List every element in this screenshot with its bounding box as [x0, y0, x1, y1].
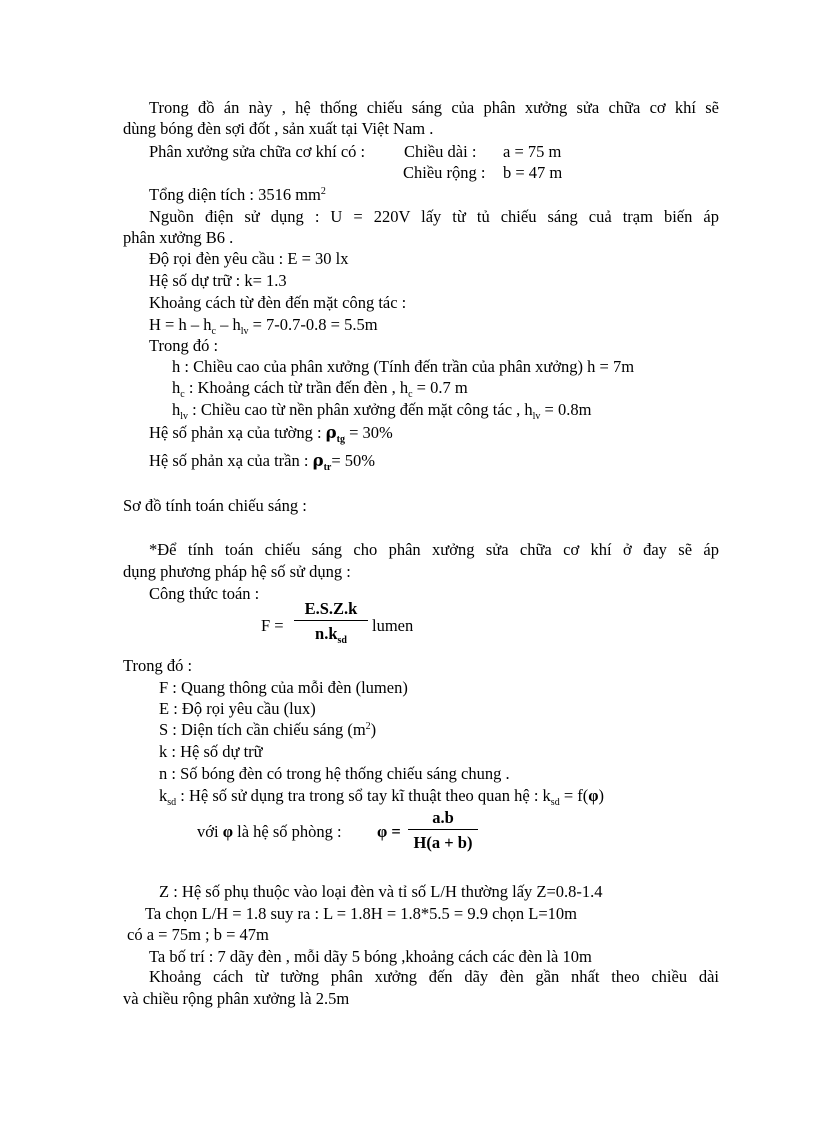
ceiling-reflectance: Hệ số phản xạ của trần : $\rho_{tr}= 50\%$ [149, 451, 376, 473]
room-index-fraction [408, 809, 478, 852]
formula-label: Công thức toán : [149, 584, 260, 603]
wall-gap-line2: và chiều rộng phân xưởng là 2.5m [123, 989, 350, 1008]
where-label-1: Trong đó : [149, 336, 219, 355]
length-label: Chiều dài : [404, 142, 477, 161]
lamp-arrangement: Ta bố trí : 7 dãy đèn , mỗi dãy 5 bóng ,khoảng cách các đèn là 10m [149, 947, 592, 966]
h-definition: h : Chiều cao của phân xưởng (Tính đến trần của phân xưởng) h = 7m [172, 357, 635, 376]
hc-definition: $h_c$ : Khoảng cách từ trần đến đèn , $h_c = 0.7$ m [172, 378, 468, 400]
room-index-line: với φ là hệ số phòng : [197, 822, 342, 841]
def-E: E : Độ rọi yêu cầu (lux) [159, 699, 316, 718]
lumen-formula-fraction [294, 599, 368, 646]
required-illuminance: Độ rọi đèn yêu cầu : E = 30 lx [149, 249, 349, 268]
room-index-denominator: H(a + b) [413, 833, 473, 852]
distance-heading: Khoảng cách từ đèn đến mặt công tác : [149, 293, 407, 312]
def-F: F : Quang thông của mỗi đèn (lumen) [159, 678, 408, 697]
def-k: k : Hệ số dự trữ [159, 742, 263, 761]
power-source-line2: phân xưởng B6 . [123, 228, 234, 247]
def-ksd: $k_{sd}$ : Hệ số sử dụng tra trong sổ tay kĩ thuật theo quan hệ : $k_{sd} = f(\varphi)$ [159, 786, 605, 808]
where-label-2: Trong đó : [123, 656, 193, 675]
calculation-scheme-title: Sơ đồ tính toán chiếu sáng : [123, 496, 307, 515]
width-value: b = 47 m [503, 163, 563, 182]
paragraph-intro-line2: dùng bóng đèn sợi đốt , sản xuất tại Việt Nam . [123, 119, 434, 138]
formula-denominator: $n.k_{sd}$ [315, 624, 347, 646]
power-source-line1: Nguồn điện sử dụng : U = 220V lấy từ tủ chiếu sáng cuả trạm biến áp [149, 207, 719, 226]
formula-unit: lumen [372, 616, 414, 635]
total-area: Tổng diện tích : 3516 $mm^2$ [149, 185, 326, 204]
method-line1: *Để tính toán chiếu sáng cho phân xưởng sửa chữa cơ khí ở đay sẽ áp [149, 540, 719, 559]
length-value: a = 75 m [503, 142, 562, 161]
def-n: n : Số bóng đèn có trong hệ thống chiếu sáng chung . [159, 764, 510, 783]
room-index-lhs: φ = [377, 822, 401, 841]
hlv-definition: $h_{lv}$ : Chiều cao từ nền phân xưởng đến mặt công tác , $h_{lv} = 0.8m$ [172, 400, 592, 422]
dimensions-ab: có a = 75m ; b = 47m [127, 925, 269, 944]
paragraph-intro-line1: Trong đồ án này , hệ thống chiếu sáng của phân xưởng sửa chữa cơ khí sẽ [149, 98, 719, 117]
wall-reflectance: Hệ số phản xạ của tường : $\rho_{tg} = 30\%$ [149, 423, 393, 445]
width-label: Chiều rộng : [403, 163, 486, 182]
choose-spacing: Ta chọn L/H = 1.8 suy ra : L = 1.8H = 1.8*5.5 = 9.9 chọn L=10m [145, 904, 577, 923]
wall-gap-line1: Khoảng cách từ tường phân xưởng đến dãy đèn gần nhất theo chiều dài [149, 967, 719, 986]
room-index-numerator: a.b [432, 808, 454, 827]
formula-numerator: E.S.Z.k [304, 599, 358, 618]
height-formula: $H = h - h_c - h_{lv} = 7-0.7-0.8 = 5.5m$ [149, 315, 378, 337]
def-S: S : Diện tích cần chiếu sáng $(m^2)$ [159, 720, 377, 739]
workshop-size-lead: Phân xưởng sửa chữa cơ khí có : [149, 142, 366, 161]
z-definition: Z : Hệ số phụ thuộc vào loại đèn và tỉ số L/H thường lấy Z=0.8-1.4 [159, 882, 603, 901]
reserve-factor: Hệ số dự trữ : k= 1.3 [149, 271, 287, 290]
method-line2: dụng phương pháp hệ số sử dụng : [123, 562, 351, 581]
formula-lhs: F = [261, 616, 284, 635]
